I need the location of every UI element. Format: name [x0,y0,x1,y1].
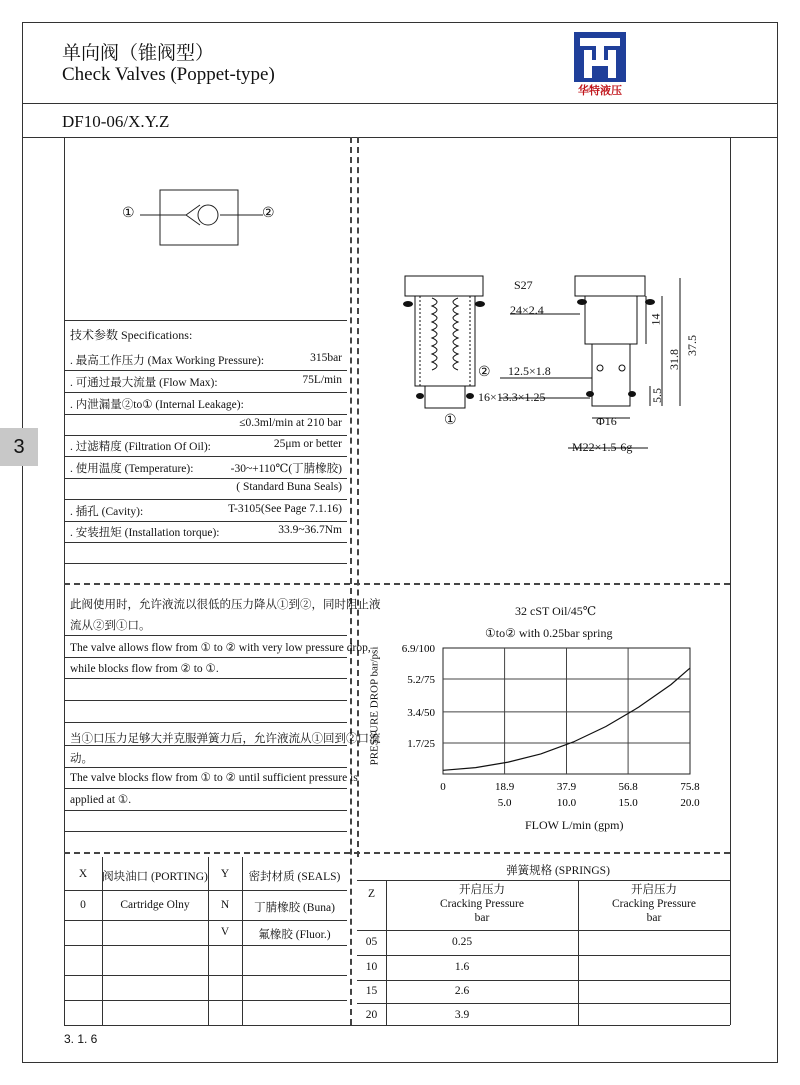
label-31-8: 31.8 [667,349,681,370]
chart-subtitle: ①to② with 0.25bar spring [485,626,613,640]
spring-z: 15 [365,985,378,997]
spec-value: ≤0.3ml/min at 210 bar [239,417,342,429]
description-line: applied at ①. [70,794,132,806]
spec-label: . 内泄漏量②to① (Internal Leakage): [70,399,244,411]
table-h-y: Y [220,868,230,880]
cp-zh-2: 开启压力 [631,884,677,896]
springs-h-z: Z [367,888,376,900]
springs-h-cp [386,883,578,925]
x-tick-label: 37.9 [556,781,577,793]
spring-z: 05 [365,936,378,948]
x-tick-gpm: 20.0 [680,797,700,809]
y-tick-label: 5.2/75 [407,674,435,687]
y-tick-label: 3.4/50 [407,706,435,719]
springs-h-cp2 [578,883,730,925]
table-seal-v: 氟橡胶 (Fluor.) [258,929,331,941]
x-tick-gpm: 15.0 [618,797,638,809]
table-porting0: Cartridge Olny [120,899,190,911]
spec-value: 315bar [310,352,342,364]
label-port2: ② [478,365,491,380]
logo-text: 华特液压 [578,84,622,97]
description-line: 动。 [70,753,93,765]
cp-unit-1: bar [474,912,490,924]
pressure-drop-chart [365,600,725,840]
chart-ylabel: PRESSURE DROP bar/psi [368,646,381,766]
cp-en-2: Cracking Pressure [612,898,696,910]
symbol-port1: ① [122,206,135,221]
spec-label: . 最高工作压力 (Max Working Pressure): [70,355,265,367]
page-number: 3. 1. 6 [64,1032,98,1046]
x-tick-label: 56.8 [618,781,638,793]
description-line: while blocks flow from ② to ①. [70,663,219,675]
spec-value: ( Standard Buna Seals) [236,481,342,493]
spring-z: 10 [365,961,378,973]
label-oring1: 24×2.4 [510,303,544,317]
description-line: 流从②到①口。 [70,620,151,632]
label-37-5: 37.5 [685,335,699,356]
x-tick-label: 75.8 [680,781,700,793]
springs-title: 弹簧规格 (SPRINGS) [506,865,610,877]
x-tick-gpm: 5.0 [497,797,512,809]
model-code: DF10-06/X.Y.Z [62,112,170,131]
specs-heading: 技术参数 Specifications: [70,328,193,342]
cp-en-1: Cracking Pressure [440,898,524,910]
label-s27: S27 [514,278,533,292]
spring-pressure: 3.9 [454,1009,470,1021]
cp-unit-2: bar [646,912,662,924]
table-x0: 0 [80,899,86,911]
spec-label: . 使用温度 (Temperature): [70,463,194,475]
spring-pressure: 1.6 [454,961,470,973]
description-line: 当①口压力足够大并克服弹簧力后，允许液流从①回到②口流 [70,733,381,745]
cp-zh-1: 开启压力 [459,884,505,896]
label-oring3: 16×13.3×1.25 [478,390,546,404]
symbol-port2: ② [262,206,275,221]
spec-label: . 过滤精度 (Filtration Of Oil): [70,441,211,453]
spec-label: . 插孔 (Cavity): [70,506,144,518]
label-14: 14 [648,313,663,326]
description-line: The valve allows flow from ① to ② with very low pressure drop, [70,642,371,654]
description-line: The valve blocks flow from ① to ② until sufficient pressure is [70,772,358,784]
label-thread: M22×1.5-6g [572,440,633,454]
x-tick-label: 18.9 [494,781,515,793]
company-logo [570,28,630,100]
title-zh: 单向阀（锥阀型） [62,43,215,64]
label-port1: ① [444,413,457,428]
y-tick-label: 1.7/25 [407,737,435,750]
spec-value: 33.9~36.7Nm [278,524,342,536]
table-h-porting: 阀块油口 (PORTING) [102,871,208,883]
cartridge-drawing [380,268,720,458]
spec-value: 25μm or better [273,438,342,450]
chart-xlabel: FLOW L/min (gpm) [525,818,624,832]
spec-value: 75L/min [302,374,342,386]
label-5-5: 5.5 [650,388,664,403]
label-dia: Φ16 [596,414,617,428]
description-line: 此阀使用时，允许液流以很低的压力降从①到②，同时阻止液 [70,599,381,611]
table-h-seals: 密封材质 (SEALS) [248,871,341,883]
label-oring2: 12.5×1.8 [508,364,551,378]
table-yv: V [220,926,230,938]
chart-plot [365,600,725,840]
x-tick-label: 0 [440,781,446,793]
check-valve-symbol [118,185,288,250]
title-en: Check Valves (Poppet-type) [62,64,275,85]
spec-value: -30~+110℃(丁腈橡胶) [230,463,342,475]
section-tab: 3 [0,428,38,466]
table-h-x: X [78,868,88,880]
chart-title: 32 cST Oil/45℃ [515,604,597,618]
y-tick-label: 6.9/100 [401,643,435,655]
x-tick-gpm: 10.0 [556,797,577,809]
table-yn: N [220,899,230,911]
table-seal-n: 丁腈橡胶 (Buna) [254,902,335,914]
spec-label: . 安装扭矩 (Installation torque): [70,527,220,539]
spring-pressure: 0.25 [451,936,473,948]
spec-value: T-3105(See Page 7.1.16) [228,503,342,515]
spring-pressure: 2.6 [454,985,470,997]
spec-label: . 可通过最大流量 (Flow Max): [70,377,218,389]
spring-z: 20 [365,1009,378,1021]
